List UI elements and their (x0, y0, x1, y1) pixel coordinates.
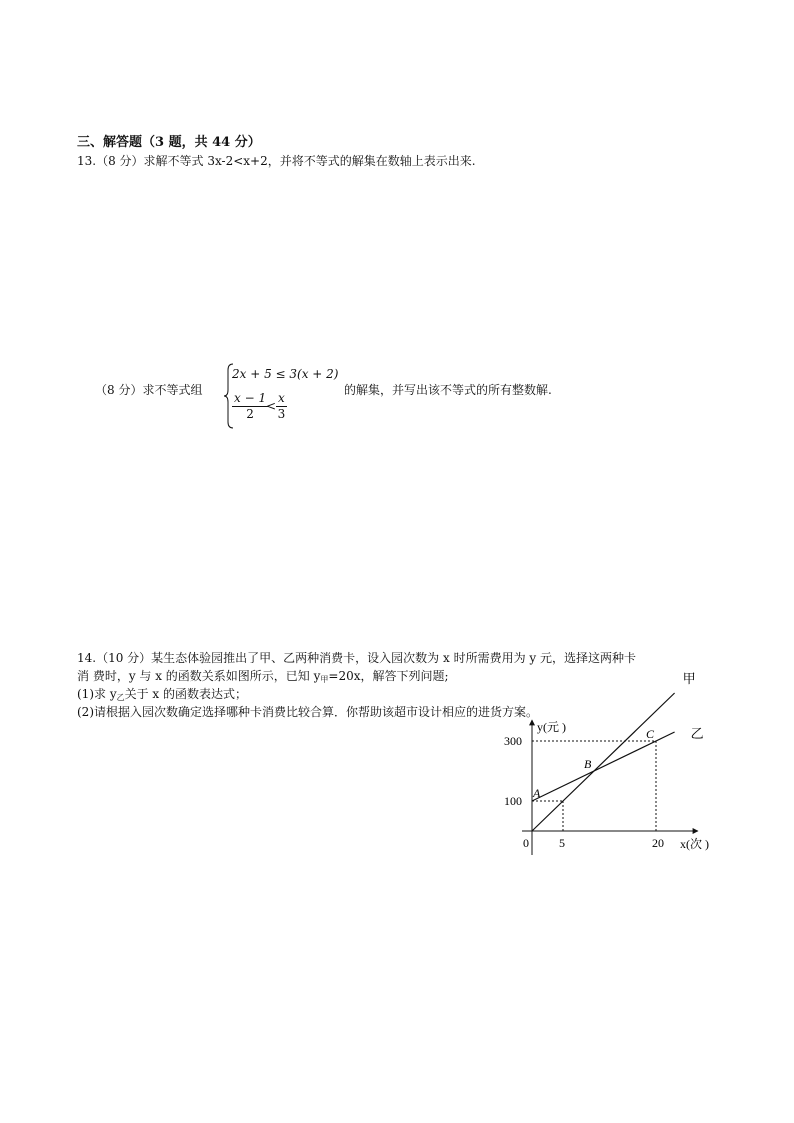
fraction-right-denominator: 3 (277, 407, 286, 421)
x-tick-label-1: 5 (559, 836, 565, 850)
less-than-sign: < (266, 399, 277, 413)
fraction-right-numerator: x (278, 391, 285, 405)
q14-line3-sub: 乙 (116, 693, 125, 702)
y-tick-label-1: 300 (504, 734, 522, 748)
inequality-1: 2x + 5 ≤ 3(x + 2) (232, 367, 339, 381)
fraction-left (232, 391, 268, 422)
q14-line2-post: =20x，解答下列问题; (328, 669, 449, 683)
x-axis-label: x(次 ) (680, 837, 709, 851)
question-14-line-1: 14.（10 分）某生态体验园推出了甲、乙两种消费卡，设入园次数为 x 时所需费用为 y 元，选择这两种卡 (77, 651, 636, 665)
series-line-0 (532, 693, 675, 831)
q14-line3-pre: (1)求 y (77, 687, 117, 701)
point-label-a: A (533, 786, 541, 800)
question-14-line-2 (77, 667, 449, 685)
series-line-1 (532, 732, 675, 801)
fraction-right (276, 391, 287, 422)
y-axis-label: y(元 ) (537, 720, 566, 734)
section-title: 三、解答题（3 题，共 44 分） (77, 135, 261, 150)
question-14-line-4: (2)请根据入园次数确定选择哪种卡消费比较合算．你帮助该超市设计相应的进货方案。 (77, 705, 539, 719)
question-13: 13.（8 分）求解不等式 3x-2<x+2，并将不等式的解集在数轴上表示出来. (77, 154, 476, 168)
x-tick-label-2: 20 (652, 836, 664, 850)
fraction-left-numerator: x − 1 (234, 391, 267, 405)
series-label-1: 乙 (690, 727, 704, 742)
question-13b-tail: 的解集，并写出该不等式的所有整数解. (344, 383, 552, 397)
fraction-left-denominator: 2 (246, 407, 254, 421)
point-label-c: C (646, 727, 655, 741)
q14-line3-post: 关于 x 的函数表达式； (124, 687, 247, 701)
q14-line2-pre: 消 费时，y 与 x 的函数关系如图所示，已知 y (77, 669, 321, 683)
x-tick-label-0: 0 (523, 836, 529, 850)
y-tick-label-0: 100 (504, 794, 522, 808)
series-label-0: 甲 (682, 672, 696, 687)
cost-chart (500, 672, 730, 870)
question-14-line-3 (77, 685, 247, 703)
point-label-b: B (584, 757, 592, 771)
q14-line2-sub: 甲 (320, 675, 329, 684)
question-13b-lead: （8 分）求不等式组 (95, 383, 203, 397)
